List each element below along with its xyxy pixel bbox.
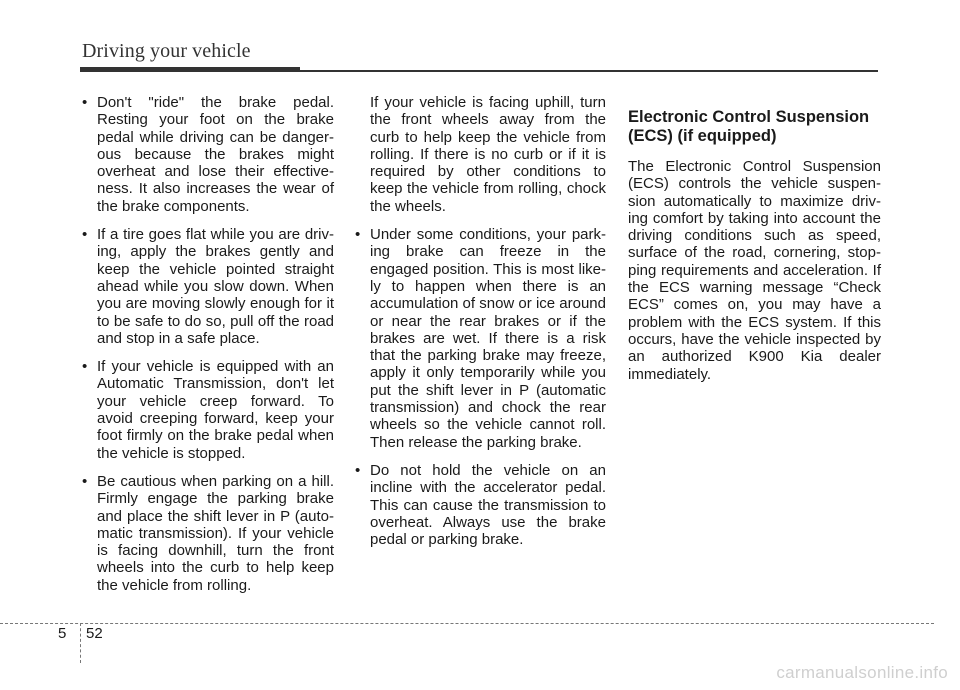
bullet-dot-icon: • (355, 226, 361, 244)
column-right (628, 108, 881, 383)
bullet-dot-icon: • (82, 94, 88, 111)
bullet-text: If a tire goes flat while you are driv-ing, apply the brakes gently and keep the vehicle pointed straight ahead while you slow down. When you are moving slowly enough for it to be safe to do so, pull off the road and stop in a safe place. (97, 226, 334, 347)
list-item (80, 358, 334, 462)
bullet-text: If your vehicle is equipped with an Automatic Transmission, don't let your vehicle creep forward. To avoid creeping forward, keep your foot firmly on the brake pedal when the vehicle is stopped. (97, 358, 334, 462)
bullet-text: Under some conditions, your park-ing brake can freeze in the engaged position. This is most like-ly to happen when there is an accumulation of snow or ice around or near the rear brakes or if the brakes are wet. If there is a risk that the parking brake may freeze, apply it only temporarily while you put the shift lever in P (automatic transmission) and chock the rear wheels so the vehicle cannot roll. Then release the parking brake. (370, 226, 606, 451)
heading-line-2: (ECS) (if equipped) (628, 127, 777, 145)
section-body: The Electronic Control Suspension (ECS) controls the vehicle suspen-sion automatically to maximize driv-ing comfort by taking into account the driving conditions such as speed, surface of the road, cornering, stop-ping requirements and acceleration. If the ECS warning message “Check ECS” comes on, you may have a problem with the ECS system. If this occurs, have the vehicle inspected by an authorized K900 Kia dealer immediately. (628, 158, 881, 383)
column-left (80, 94, 334, 605)
list-item (80, 473, 334, 594)
bullet-text: Don't "ride" the brake pedal. Resting your foot on the brake pedal while driving can be danger-ous because the brakes might overheat and lose their effective-ness. It also increases the wear of the brake components. (97, 94, 334, 215)
bullet-dot-icon: • (82, 226, 88, 244)
bullet-dot-icon: • (355, 461, 361, 479)
section-heading (628, 108, 881, 146)
page-number: 52 (86, 625, 103, 642)
bullet-dot-icon: • (82, 472, 88, 490)
footer-dashed-rule (0, 623, 934, 624)
header-rule-thick (80, 67, 300, 72)
list-item (353, 462, 606, 548)
heading-line-1: Electronic Control Suspension (628, 108, 870, 126)
footer-divider (80, 623, 81, 663)
bullet-text: Do not hold the vehicle on an incline with the accelerator pedal. This can cause the transmission to overheat. Always use the brake pedal or parking brake. (370, 461, 606, 549)
header-rule-thin (300, 70, 878, 72)
list-item (80, 94, 334, 215)
bullet-list (80, 94, 334, 594)
continuation-paragraph: If your vehicle is facing uphill, turn the front wheels away from the curb to help keep the vehicle from rolling. If there is no curb or if it is required by other conditions to keep the vehicle from rolling, chock the wheels. (370, 94, 606, 215)
page-header-title: Driving your vehicle (82, 40, 251, 62)
column-middle (353, 94, 606, 559)
bullet-dot-icon: • (82, 358, 88, 376)
chapter-number: 5 (58, 625, 67, 642)
list-item (80, 226, 334, 347)
watermark: carmanualsonline.info (776, 663, 948, 682)
bullet-text: Be cautious when parking on a hill. Firmly engage the parking brake and place the shift lever in P (auto-matic transmission). If your vehicle is facing downhill, turn the front wheels into the curb to help keep the vehicle from rolling. (97, 472, 334, 594)
list-item (353, 226, 606, 451)
bullet-list (353, 226, 606, 548)
